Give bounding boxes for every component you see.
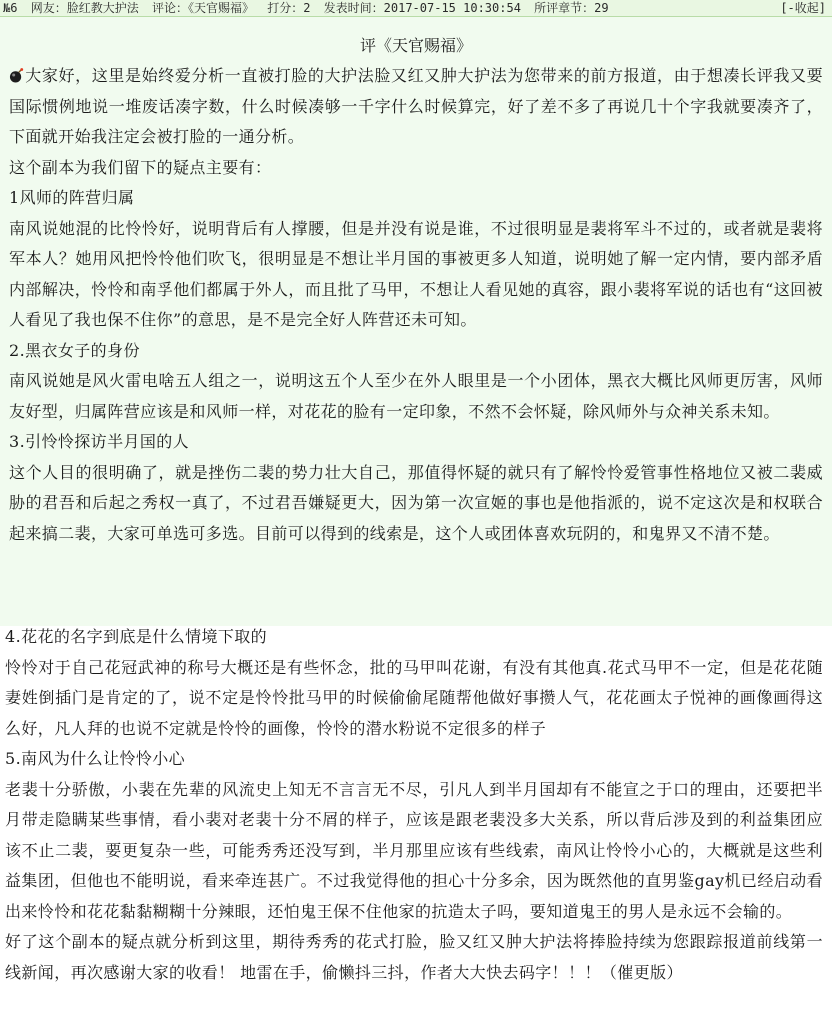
post-time: 发表时间：2017-07-15 10:30:54 xyxy=(323,1,521,15)
paragraph: 老裴十分骄傲，小裴在先辈的风流史上知无不言言无不尽，引凡人到半月国却有不能宣之于口的理由，还要把半月带走隐瞒某些事情，看小裴对老裴十分不屑的样子，应该是跟老裴没多大关系，所以背后涉及到的利益集团应该不止二裴，要更复杂一些，可能秀秀还没写到，半月那里应该有些线索，南风让怜怜小心的，大概就是这些利益集团，但他也不能明说，看来牵连甚广。不过我觉得他的担心十分多余，因为既然他的直男鉴gay机已经启动看出来怜怜和花花黏黏糊糊十分辣眼，还怕鬼王保不住他家的抗造太子吗，要知道鬼王的男人是永远不会输的。 xyxy=(5,779,823,921)
collapse-link[interactable]: [-收起] xyxy=(780,1,826,15)
bomb-icon xyxy=(9,68,24,83)
paragraph: 这个副本为我们留下的疑点主要有： xyxy=(9,157,272,177)
intro-text: 大家好，这里是始终爱分析一直被打脸的大护法脸又红又肿大护法为您带来的前方报道，由于想凑长评我又要国际惯例地说一堆废话凑字数，什么时候凑够一千字什么时候算完，好了差不多了再说几十个字我就要凑齐了，下面就开始我注定会被打脸的一通分析。 xyxy=(9,66,823,146)
section-heading: 5.南风为什么让怜怜小心 xyxy=(5,749,186,768)
paragraph: 南风说她是风火雷电啥五人组之一，说明这五个人至少在外人眼里是一个小团体，黑衣大概比风师更厉害，风师友好型，归属阵营应该是和风师一样，对花花的脸有一定印象，不然不会怀疑，除风师外与众神关系未知。 xyxy=(9,371,823,421)
comment-meta xyxy=(3,0,615,16)
intro-paragraph xyxy=(9,61,823,153)
paragraph: 这个人目的很明确了，就是挫伤二裴的势力壮大自己，那值得怀疑的就只有了解怜怜爱管事性格地位又被二裴威胁的君吾和后起之秀权一真了，不过君吾嫌疑更大，因为第一次宣姬的事也是他指派的，说不定这次是和权联合起来搞二裴，大家可单选可多选。目前可以得到的线索是，这个人或团体喜欢玩阴的，和鬼界又不清不楚。 xyxy=(9,462,823,543)
review-text-top xyxy=(9,61,823,549)
floor-number: №6 xyxy=(3,1,18,15)
section-heading: 2.黑衣女子的身份 xyxy=(9,340,140,360)
comment-card xyxy=(0,17,832,626)
comment-header xyxy=(0,0,832,17)
commenter-name: 网友：脸红教大护法 xyxy=(30,1,139,15)
section-heading: 3.引怜怜探访半月国的人 xyxy=(9,432,190,451)
section-heading: 4.花花的名字到底是什么情境下取的 xyxy=(5,627,268,646)
score: 打分：2 xyxy=(267,1,311,15)
comment-body xyxy=(0,17,832,1024)
review-text-bottom xyxy=(5,622,823,988)
paragraph: 怜怜对于自己花冠武神的称号大概还是有些怀念，批的马甲叫花谢，有没有其他真.花式马甲不一定，但是花花随妻姓倒插门是肯定的了，说不定是怜怜批马甲的时候偷偷尾随帮他做好事攒人气，花花画太子悦神的画像画得这么好，凡人拜的也说不定就是怜怜的画像，怜怜的潜水粉说不定很多的样子 xyxy=(5,657,823,738)
review-target: 评论：《天官赐福》 xyxy=(151,1,254,15)
review-title: 评《天官赐福》 xyxy=(359,36,472,55)
paragraph: 南风说她混的比怜怜好，说明背后有人撑腰，但是并没有说是谁，不过很明显是裴将军斗不过的，或者就是裴将军本人？她用风把怜怜他们吹飞，很明显是不想让半月国的事被更多人知道，说明她了解一定内情，要内部矛盾内部解决，怜怜和南孚他们都属于外人，而且批了马甲，不想让人看见她的真容，跟小裴将军说的话也有“这回被人看见了我也保不住你”的意思，是不是完全好人阵营还未可知。 xyxy=(9,218,823,329)
section-heading: 1风师的阵营归属 xyxy=(9,188,135,207)
reviewed-chapter: 所评章节：29 xyxy=(534,1,609,15)
closing-paragraph: 好了这个副本的疑点就分析到这里，期待秀秀的花式打脸，脸又红又肿大护法将捧脸持续为您跟踪报道前线第一线新闻，再次感谢大家的收看！ 地雷在手，偷懒抖三抖，作者大大快去码字！！！（催更版） xyxy=(5,932,823,982)
